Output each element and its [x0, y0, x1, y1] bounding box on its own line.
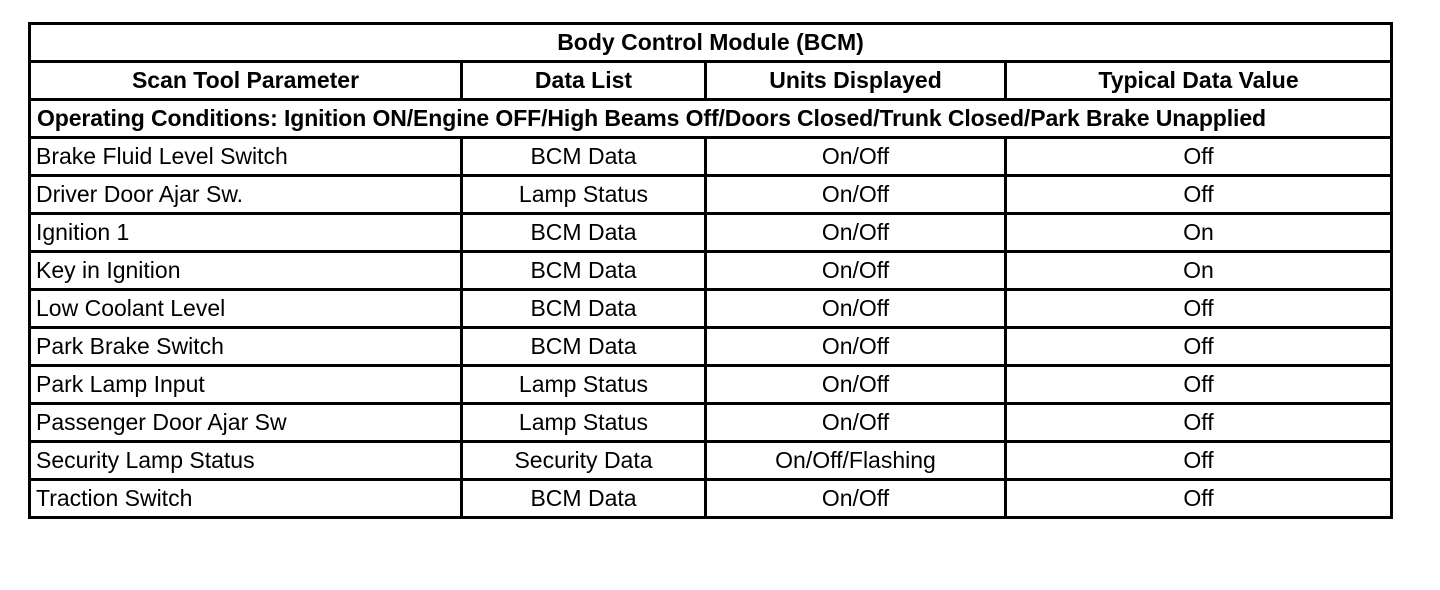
parameter-cell: Park Lamp Input — [30, 366, 462, 404]
parameter-cell: Ignition 1 — [30, 214, 462, 252]
typical-value-cell: On — [1006, 252, 1392, 290]
bcm-data-table — [28, 22, 1393, 519]
typical-value-cell: Off — [1006, 328, 1392, 366]
units-cell: On/Off/Flashing — [706, 442, 1006, 480]
typical-value-cell: Off — [1006, 138, 1392, 176]
data-list-cell: BCM Data — [462, 214, 706, 252]
table-title-row — [30, 24, 1392, 62]
typical-value-cell: On — [1006, 214, 1392, 252]
header-units-displayed: Units Displayed — [706, 62, 1006, 100]
header-scan-tool-parameter: Scan Tool Parameter — [30, 62, 462, 100]
table-row — [30, 404, 1392, 442]
header-typical-data-value: Typical Data Value — [1006, 62, 1392, 100]
data-list-cell: BCM Data — [462, 328, 706, 366]
parameter-cell: Security Lamp Status — [30, 442, 462, 480]
typical-value-cell: Off — [1006, 442, 1392, 480]
typical-value-cell: Off — [1006, 404, 1392, 442]
header-data-list: Data List — [462, 62, 706, 100]
units-cell: On/Off — [706, 480, 1006, 518]
parameter-cell: Park Brake Switch — [30, 328, 462, 366]
units-cell: On/Off — [706, 176, 1006, 214]
table-row — [30, 252, 1392, 290]
table-header-row — [30, 62, 1392, 100]
units-cell: On/Off — [706, 328, 1006, 366]
parameter-cell: Key in Ignition — [30, 252, 462, 290]
table-row — [30, 214, 1392, 252]
units-cell: On/Off — [706, 252, 1006, 290]
units-cell: On/Off — [706, 214, 1006, 252]
units-cell: On/Off — [706, 404, 1006, 442]
parameter-cell: Low Coolant Level — [30, 290, 462, 328]
typical-value-cell: Off — [1006, 480, 1392, 518]
data-list-cell: Lamp Status — [462, 404, 706, 442]
data-list-cell: BCM Data — [462, 252, 706, 290]
table-row — [30, 290, 1392, 328]
table-title: Body Control Module (BCM) — [30, 24, 1392, 62]
table-row — [30, 366, 1392, 404]
parameter-cell: Traction Switch — [30, 480, 462, 518]
table-row — [30, 176, 1392, 214]
data-list-cell: Lamp Status — [462, 366, 706, 404]
units-cell: On/Off — [706, 290, 1006, 328]
table-row — [30, 442, 1392, 480]
typical-value-cell: Off — [1006, 366, 1392, 404]
parameter-cell: Driver Door Ajar Sw. — [30, 176, 462, 214]
data-list-cell: Security Data — [462, 442, 706, 480]
table-row — [30, 480, 1392, 518]
operating-conditions-row — [30, 100, 1392, 138]
units-cell: On/Off — [706, 366, 1006, 404]
parameter-cell: Brake Fluid Level Switch — [30, 138, 462, 176]
data-list-cell: BCM Data — [462, 138, 706, 176]
typical-value-cell: Off — [1006, 290, 1392, 328]
parameter-cell: Passenger Door Ajar Sw — [30, 404, 462, 442]
data-list-cell: BCM Data — [462, 480, 706, 518]
data-list-cell: BCM Data — [462, 290, 706, 328]
data-list-cell: Lamp Status — [462, 176, 706, 214]
units-cell: On/Off — [706, 138, 1006, 176]
typical-value-cell: Off — [1006, 176, 1392, 214]
operating-conditions: Operating Conditions: Ignition ON/Engine OFF/High Beams Off/Doors Closed/Trunk Closed/Park Brake Unapplied — [30, 100, 1392, 138]
table-row — [30, 328, 1392, 366]
table-row — [30, 138, 1392, 176]
